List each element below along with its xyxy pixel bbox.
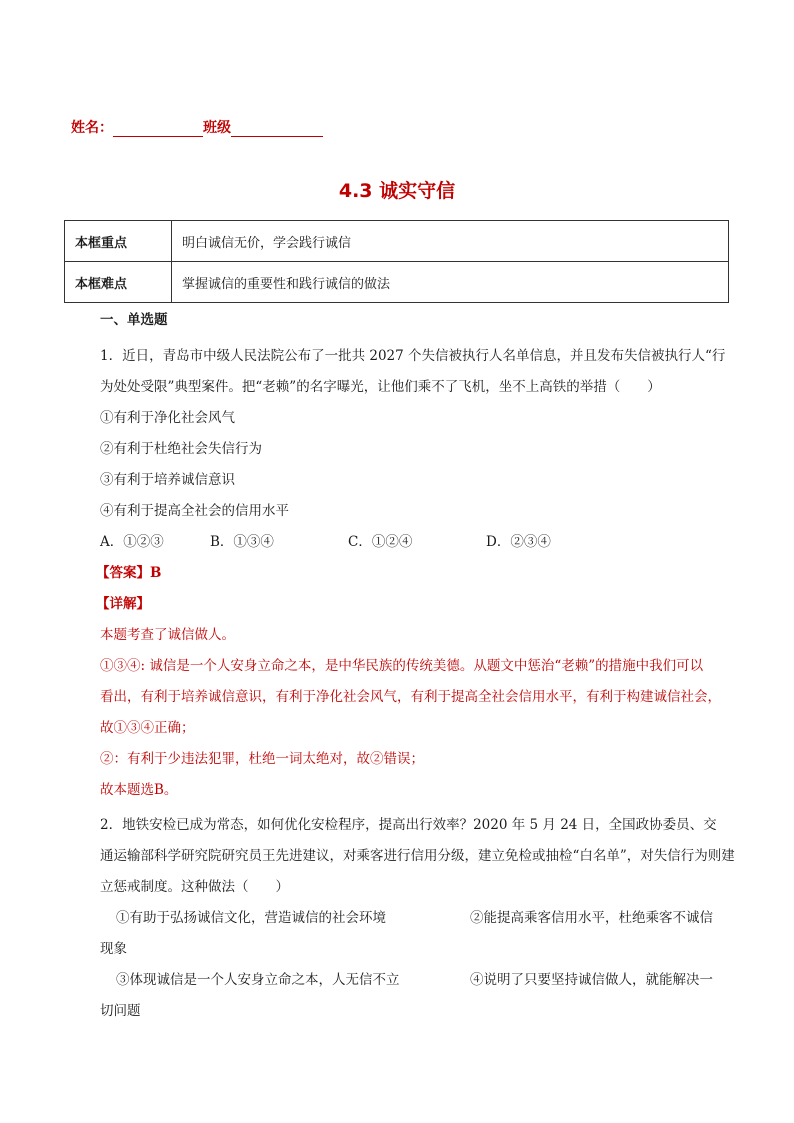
q1-item: ③有利于培养诚信意识 bbox=[100, 472, 235, 488]
q1-detail-intro: 本题考查了诚信做人。 bbox=[100, 627, 235, 643]
q1-option-a: A．①②③ bbox=[100, 534, 164, 550]
q1-option-d: D．②③④ bbox=[486, 534, 551, 550]
lesson-title: 4.3 诚实守信 bbox=[338, 180, 456, 202]
q1-analysis-line: ②：有利于少违法犯罪，杜绝一词太绝对，故②错误； bbox=[100, 751, 424, 767]
q2-item: ②能提高乘客信用水平，杜绝乘客不诚信 bbox=[470, 910, 713, 926]
key-point-value: 明白诚信无价，学会践行诚信 bbox=[172, 221, 729, 262]
q1-item: ②有利于杜绝社会失信行为 bbox=[100, 441, 262, 457]
q1-conclusion: 故本题选B。 bbox=[100, 782, 178, 798]
q1-analysis-line: 故①③④正确； bbox=[100, 720, 195, 736]
q1-answer: 【答案】B bbox=[96, 565, 162, 581]
q2-stem-line: 立惩戒制度。这种做法（ ） bbox=[100, 879, 289, 895]
table-row bbox=[65, 262, 729, 303]
key-point-label: 本框重点 bbox=[65, 221, 172, 262]
q1-option-c: C．①②④ bbox=[348, 534, 413, 550]
q2-stem-line: 2．地铁安检已成为常态，如何优化安检程序，提高出行效率？2020 年 5 月 24 日，全国政协委员、交 bbox=[100, 817, 717, 833]
q1-option-b: B．①③④ bbox=[210, 534, 274, 550]
class-blank bbox=[231, 121, 323, 137]
q2-item: ④说明了只要坚持诚信做人，就能解决一 bbox=[470, 972, 713, 988]
table-row bbox=[65, 221, 729, 262]
difficulty-value: 掌握诚信的重要性和践行诚信的做法 bbox=[172, 262, 729, 303]
class-label: 班级 bbox=[203, 120, 231, 136]
name-label: 姓名： bbox=[71, 120, 113, 136]
q1-stem-line: 1．近日，青岛市中级人民法院公布了一批共 2027 个失信被执行人名单信息，并且发布失信被执行人“行 bbox=[100, 348, 726, 364]
student-info-line bbox=[71, 117, 323, 137]
q1-item: ①有利于净化社会风气 bbox=[100, 410, 235, 426]
q2-item: ③体现诚信是一个人安身立命之本，人无信不立 bbox=[116, 972, 400, 988]
difficulty-label: 本框难点 bbox=[65, 262, 172, 303]
q1-detail-label: 【详解】 bbox=[96, 596, 150, 612]
q2-item: ①有助于弘扬诚信文化，营造诚信的社会环境 bbox=[116, 910, 386, 926]
name-blank bbox=[113, 121, 203, 137]
q1-item: ④有利于提高全社会的信用水平 bbox=[100, 503, 289, 519]
q2-item-continued: 现象 bbox=[100, 941, 127, 957]
q2-stem-line: 通运输部科学研究院研究员王先进建议，对乘客进行信用分级，建立免检或抽检“白名单”，对失信行为则建 bbox=[100, 848, 735, 864]
q1-analysis-line: ①③④: 诚信是一个人安身立命之本，是中华民族的传统美德。从题文中惩治“老赖”的措施中我们可以 bbox=[100, 658, 704, 674]
section-heading: 一、单选题 bbox=[100, 312, 168, 328]
q1-stem-line: 为处处受限”典型案件。把“老赖”的名字曝光，让他们乘不了飞机，坐不上高铁的举措（ ） bbox=[100, 379, 661, 395]
key-points-table bbox=[64, 220, 729, 303]
q1-analysis-line: 看出，有利于培养诚信意识，有利于净化社会风气，有利于提高全社会信用水平，有利于构建诚信社会， bbox=[100, 689, 721, 705]
q2-item-continued: 切问题 bbox=[100, 1003, 141, 1019]
